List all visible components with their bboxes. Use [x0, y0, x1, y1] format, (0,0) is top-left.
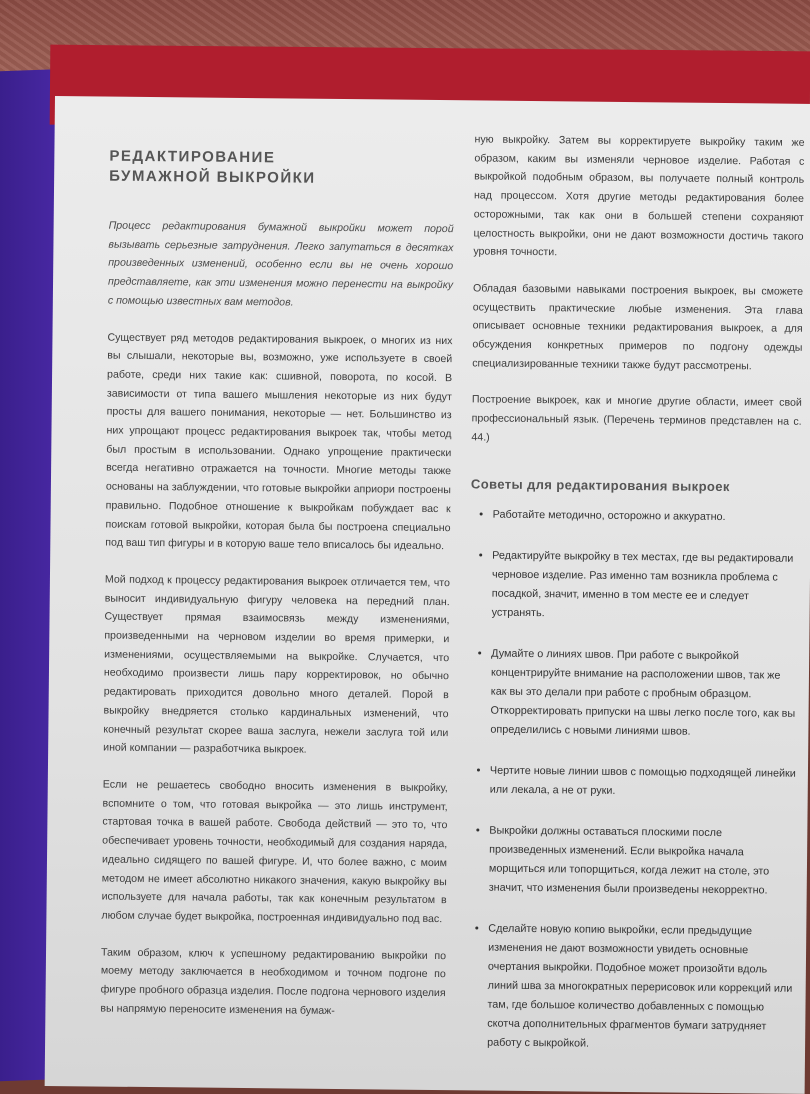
book-page: [45, 96, 810, 1094]
tip-item: • Думайте о линиях швов. При работе с выкройкой концентрируйте внимание на расположении швов, так же как вы это делали при работе с пробным образцом. Откорректировать припуски на швы легко после того, как вы определились с новыми линиями швов.: [490, 645, 799, 743]
tip-item: • Редактируйте выкройку в тех местах, где вы редактировали черновое изделие. Раз именно там возникла проблема с посадкой, значит, именно в том месте ее и следует устранять.: [492, 547, 801, 626]
body-paragraph: Если не решаетесь свободно вносить изменения в выкройку, вспомните о том, что готовая выкройка — это лишь инструмент, стартовая точка в вашей работе. Свобода действий — это то, что обеспечивает уровень точности, необходимый для создания наряда, идеально сидящего по вашей фигуре. И, что более важно, с моим методом не имеет абсолютно никакого значения, какую выкройку вы используете для начала работы, так как конечным результатом в любом случае будет выкройка, построенная индивидуально под вас.: [101, 778, 448, 926]
tips-list: [465, 506, 801, 1056]
body-paragraph: Существует ряд методов редактирования выкроек, о многих из них вы слышали, некоторые вы, возможно, уже используете в своей работе, среди них такие как: сшивной, поворота, по косой. В зависимости от типа вашего мышления некоторые из них будут просты для вашего понимания, некоторые — нет. Большинство из них упрощают процесс редактирования выкроек так, чтобы метод был простым в использовании. Однако упрощение практически всегда негативно отражается на точности. Многие методы также основаны на заблуждении, что готовые выкройки априори построены правильно. Подобное отношение к выкройкам побуждает вас к поискам готовой выкройки, которая была бы построена специально под ваш тип фигуры и в которую ваше тело вписалось бы идеально.: [105, 331, 453, 553]
lead-paragraph: Процесс редактирования бумажной выкройки может порой вызывать серьезные затруднения. Легко запутаться в десятках произведенных изменений, особенно если вы не очень хорошо представляете, как эти изменения можно перенести на выкройку с помощью известных вам методов.: [107, 219, 454, 309]
tip-item: • Выкройки должны оставаться плоскими после произведенных изменений. Если выкройка начала морщиться или топорщиться, когда лежит на столе, это значит, что изменения были произведены некорректно.: [489, 822, 798, 901]
tip-item: • Чертите новые линии швов с помощью подходящей линейки или лекала, а не от руки.: [490, 762, 798, 803]
body-paragraph: Мой подход к процессу редактирования выкроек отличается тем, что выносит индивидуальную фигуру человека на передний план. Существует прямая взаимосвязь между изменениями, произведенными на черновом изделии во время примерки, и изменениями, осуществляемыми на выкройке. Случается, что необходимо произвести лишь пару корректировок, но обычно редактировать приходится довольно много деталей. Порой в выкройку внедряется столько кардинальных изменений, что конечный результат скорее ваша заслуга, нежели заслуга той или иной компании — разработчика выкроек.: [103, 573, 450, 756]
body-paragraph: ную выкройку. Затем вы корректируете выкройку таким же образом, каким вы изменяли черновое изделие. Работая с выкройкой подобным образом, вы получаете полный контроль над процессом. Хотя другие методы редактирования более осторожными, так как они в большей степени сохраняют целостность выкройки, они не дают возможности достичь такого уровня точности.: [473, 133, 805, 259]
body-paragraph: Построение выкроек, как и многие другие области, имеет свой профессиональный язык. (Перечень терминов представлен на с. 44.): [471, 393, 802, 444]
tip-item: • Работайте методично, осторожно и аккуратно.: [493, 506, 801, 528]
section-heading: РЕДАКТИРОВАНИЕ БУМАЖНОЙ ВЫКРОЙКИ: [109, 147, 316, 187]
body-paragraph: Таким образом, ключ к успешному редактированию выкройки по моему методу заключается в необходимом и точном подгоне по фигуре пробного образца изделия. После подгона чернового изделия вы напрямую переносите изменения на бумаж-: [100, 946, 447, 1017]
body-paragraph: Обладая базовыми навыками построения выкроек, вы сможете осуществить практические любые изменения. Эта глава описывает основные техники редактирования выкроек, а для обсуждения конкретных примеров по подгону одежды специализированные техники также будут рассмотрены.: [472, 282, 804, 373]
tip-item: • Сделайте новую копию выкройки, если предыдущие изменения не дают возможности увидеть основные очертания выкройки. Подобное может произойти вдоль линий шва за многократных перерисовок или коррекций или там, где большое количество добавленных с помощью скотча дополнительных фрагментов бумаги затрудняет работу с выкройкой.: [487, 920, 796, 1056]
tips-heading: Советы для редактирования выкроек: [470, 475, 730, 494]
left-column: [100, 147, 454, 1040]
right-column: [465, 130, 805, 1078]
